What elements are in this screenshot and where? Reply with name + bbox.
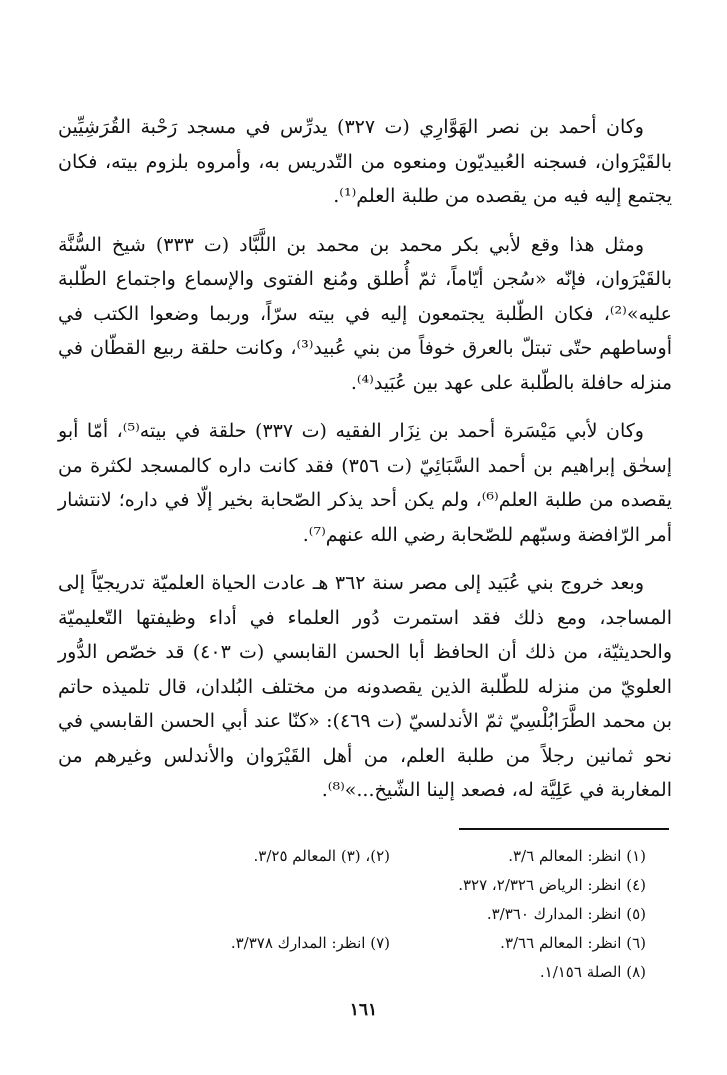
footnote-1: (١) انظر: المعالم ٣/٦. [508,847,646,865]
footnote-row [58,929,672,958]
page-number: ١٦١ [349,1000,378,1020]
footnote-row [58,871,672,900]
footnote-divider [459,828,669,830]
footnote-5: (٥) انظر: المدارك ٣/٣٦٠. [486,905,646,923]
paragraph-1: وكان أحمد بن نصر الهَوَّارِي (ت ٣٢٧) يدرِّس في مسجد رَحْبة القُرَشِيِّين بالقَيْرَوان، فسجنه العُبيديّون ومنعوه من التّدريس به، وأمروه بلزوم بيته، فكان يجتمع إليه فيه من يقصده من طلبة العلم⁽¹⁾. [58,116,672,207]
paragraph-3: وكان لأبي مَيْسَرة أحمد بن نِزَار الفقيه (ت ٣٣٧) حلقة في بيته⁽⁵⁾، أمّا أبو إسحٰق إبراهيم بن أحمد السَّبَائِيّ (ت ٣٥٦) فقد كانت داره كالمسجد لكثرة من يقصده من طلبة العلم⁽⁶⁾، ولم يكن أحد يذكر الصّحابة بخير إلّا في داره؛ لانتشار أمر الرّافضة وسبّهم للصّحابة رضي الله عنهم⁽⁷⁾. [58,420,672,546]
footnotes [58,842,672,987]
footnote-7: (٧) انظر: المدارك ٣/٣٧٨. [230,934,390,952]
footnote-8: (٨) الصلة ١/١٥٦. [539,963,646,981]
page-body [58,110,672,822]
footnote-row [58,958,672,987]
paragraph-2: ومثل هذا وقع لأبي بكر محمد بن محمد بن اللَّبَّاد (ت ٣٣٣) شيخ السُّنَّة بالقَيْرَوان، فإنّه «سُجن أيّاماً، ثمّ أُطلق ومُنع الفتوى والإسماع واجتماع الطّلبة عليه»⁽²⁾، فكان الطّلبة يجتمعون إليه في بيته سرّاً، وربما وضعوا الكتب في أوساطهم حتّى تبتلّ بالعرق خوفاً من بني عُبيد⁽³⁾، وكانت حلقة ربيع القطّان في منزله حافلة بالطّلبة على عهد بين عُبَيد⁽⁴⁾. [58,233,672,394]
footnote-4: (٤) انظر: الرياض ٢/٣٢٦، ٣٢٧. [458,876,646,894]
footnote-6: (٦) انظر: المعالم ٣/٦٦. [500,934,646,952]
footnote-row [58,900,672,929]
footnote-2-3: (٢)، (٣) المعالم ٣/٢٥. [253,847,390,865]
footnote-row [58,842,672,871]
paragraph-4: وبعد خروج بني عُبَيد إلى مصر سنة ٣٦٢ هـ عادت الحياة العلميّة تدريجيّاً إلى المساجد، ومع ذلك فقد استمرت دُور العلماء في أداء وظيفتها التّعليميّة والحديثيّة، من ذلك أن الحافظ أبا الحسن القابسي (ت ٤٠٣) قد خصّص الدُّور العلويّ من منزله للطّلبة الذين يقصدونه من مختلف البُلدان، قال تلميذه حاتم بن محمد الطَّرَابُلْسِيّ ثمّ الأندلسيّ (ت ٤٦٩): «كنّا عند أبي الحسن القابسي في نحو ثمانين رجلاً من طلبة العلم، من أهل القَيْرَوان والأندلس وغيرهم من المغاربة في عَلِيَّة له، فصعد إلينا الشّيخ...»⁽⁸⁾. [58,572,673,801]
